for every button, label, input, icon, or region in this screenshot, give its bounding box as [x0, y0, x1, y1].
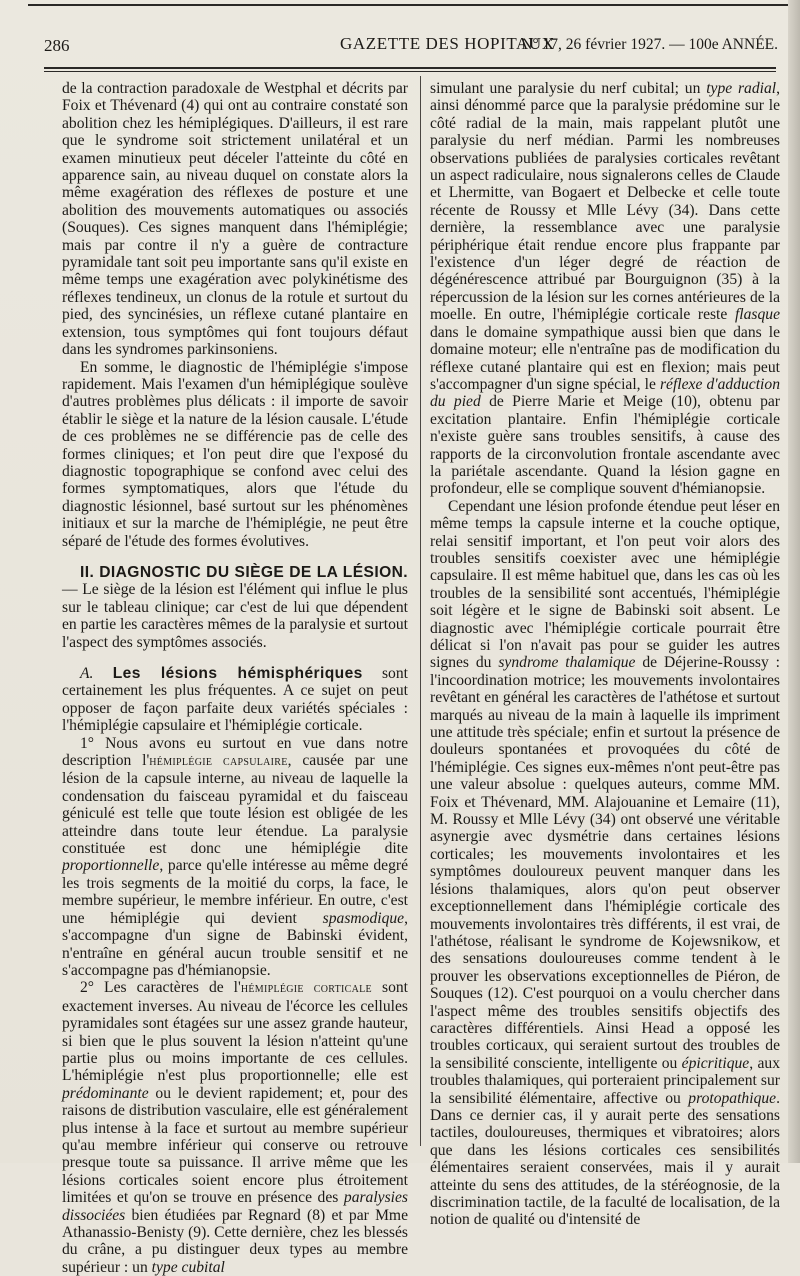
page-number: 286	[44, 36, 70, 55]
text-run: de Déjerine-Roussy : l'incoordination motrice; les mouvements involontaires revêtant en général les caractères de l'athétose et surtout marqués au niveau de la main à laquelle ils impriment une attitude très spéciale; enfin et surtout la présence de douleurs spontanées et provoquées du côté de l'hémiplégie. Ces signes eux-mêmes n'ont peut-être pas une valeur absolue : quelques auteurs, comme MM. Foix et Thévenard, MM. Alajouanine et Lemaire (11), M. Roussy et Mlle Lévy (34) ont observé une véritable asynergie avec dysmétrie dans certaines lésions corticales; les mouvements involontaires et les symptômes douloureux peuvent manquer dans les lésions thalamiques, alors qu'on peut observer exceptionnellement dans l'hémiplégie corticale des mouvements involontaires très différents, il est vrai, de l'athétose, réalisant le syndrome de Kojewsnikow, et des sensations douloureuses comme tendent à le prouver les observations exceptionnelles de Piéron, de Souques (12). C'est pourquoi on a voulu chercher dans l'aspect même des troubles sensitifs objectifs des caractères différentiels. Ainsi Head a opposé les troubles corticaux, qui seraient surtout des troubles de la sensibilité consciente, intelligente ou	[430, 654, 780, 1072]
header-rule	[44, 67, 776, 69]
text-run: Cependant une lésion profonde étendue peut léser en même temps la capsule interne et la couche optique, relai sensitif important, et l'on peut voir alors des troubles sensitifs coexister avec une hémiplégie capsulaire. Il est même habituel que, dans les cas où les troubles de la sensibilité sont accentués, l'hémiplégie soit légère et le signe de Babinski soit absent. Le diagnostic avec l'hémiplégie corticale pourrait être délicat si l'on n'avait pas pour se guider les autres signes du	[430, 497, 780, 672]
top-border-rule	[28, 4, 794, 6]
text-run: sont exactement inverses. Au niveau de l'écorce les cellules pyramidales sont étagées sur une assez grande hauteur, si bien que le plus souvent la lésion n'atteint qu'une partie plus ou moins importante de ces cellules. L'hémiplégie n'est plus proportionnelle; elle est	[62, 979, 408, 1085]
page-edge-shadow	[788, 0, 800, 1163]
italic-term: proportionnelle	[62, 857, 160, 875]
text-run: , s'accompagne d'un signe de Babinski évident, n'entraîne en général aucun trouble sensitif et ne s'accompagne pas d'hémianopsie.	[62, 909, 408, 979]
paragraph: En somme, le diagnostic de l'hémiplégie s'impose rapidement. Mais l'examen d'un hémiplégique soulève d'autres problèmes plus délicats : il importe de savoir établir le siège et la nature de la lésion causale. L'étude de ces problèmes ne se différencie pas de celle des formes cliniques; et l'on peut dire que l'exposé du diagnostic topographique se confond avec celui des formes symptomatiques, alors que l'étude du diagnostic lésionnel, basé surtout sur les phénomènes initiaux et sur la marche de l'hémiplégie, ne peut être séparé de l'étude des formes évolutives.	[62, 358, 408, 550]
text-run: , causée par une lésion de la capsule interne, au niveau de laquelle la condensation du faisceau pyramidal et du faisceau géniculé est telle que toute lésion est obligée de les atteindre dans toute leur étendue. La paralysie constituée est donc une hémiplégie dite	[62, 752, 408, 858]
item-label: A.	[80, 665, 94, 682]
small-caps-term: hémiplégie corticale	[240, 981, 372, 997]
text-run: , ainsi dénommé parce que la paralysie prédomine sur le côté radial de la main, mais rappelant plutôt une paralysie du nerf médian. Parmi les nombreuses observations publiées de paralysies corticales revêtant un aspect radiculaire, nous signalerons celles de Claude et Lhermitte, van Bogaert et Delbecke et celle toute récente de Roussy et Mlle Lévy (34). Dans cette dernière, la ressemblance avec une paralysie périphérique était rendue encore plus frappante par l'existence d'un léger degré de réaction de dégénérescence attribué par Bourguignon (35) à la répercussion de la lésion sur les cornes antérieures de la moelle. En outre, l'hémiplégie corticale reste	[430, 80, 780, 324]
section-heading: II. DIAGNOSTIC DU SIÈGE DE LA LÉSION.	[80, 563, 408, 581]
journal-title: GAZETTE DES HOPITAUX	[340, 34, 555, 53]
italic-term: type radial	[706, 80, 777, 97]
italic-term: type cubital	[151, 1258, 225, 1276]
italic-term: flasque	[734, 306, 780, 324]
italic-term: épicritique	[681, 1054, 750, 1072]
text-run: ou le devient rapidement; et, pour des raisons de distribution vasculaire, elle est généralement plus intense à la face et surtout au membre supérieur qu'au membre inférieur qui conserve ou retrouve presque toute sa puissance. Il arrive même que les lésions corticales soient encore plus étroitement limitées et qu'on se trouve en présence des	[62, 1084, 408, 1207]
section-text: — Le siège de la lésion est l'élément qui influe le plus sur le tableau clinique; car c'est de lui que dépendent en partie les caractères mêmes de la paralysie et surtout l'aspect des symptômes associés.	[62, 581, 408, 651]
text-run: 2° Les caractères de l'	[80, 979, 241, 997]
text-run: simulant une paralysie du nerf cubital; un	[430, 80, 707, 97]
text-run: , aux troubles thalamiques, qui porteraient principalement sur la sensibilité élémentaire, affective ou	[430, 1054, 780, 1107]
small-caps-term: hémiplégie capsulaire	[149, 754, 288, 770]
left-column	[62, 80, 408, 1276]
text-run: dans le domaine sympathique aussi bien que dans le domaine moteur; elle n'entraîne pas de modification du réflexe cutané plantaire qui est en flexion; mais peut s'accompagner d'un signe spécial, le	[430, 323, 780, 393]
paragraph	[430, 80, 780, 498]
paragraph-text: sont certainement les plus fréquentes. A ce sujet on peut opposer de façon parfaite deux variétés spéciales : l'hémiplégie capsulaire et l'hémiplégie corticale.	[62, 665, 408, 735]
column-divider	[420, 76, 421, 1146]
header-rule-thin	[44, 71, 776, 72]
italic-term: spasmodique	[322, 909, 405, 927]
text-run: 1° Nous avons eu surtout en vue dans notre description l'	[62, 734, 408, 770]
text-run: bien étudiées par Regnard (8) et par Mme Athanassio-Benisty (9). Cette dernière, chez les blessés du crâne, a pu distinguer deux types au membre supérieur : un	[62, 1206, 408, 1276]
italic-term: protopathique	[688, 1089, 777, 1107]
italic-term: réflexe d'adduction du pied	[430, 375, 780, 411]
paragraph-1	[62, 735, 408, 980]
bold-term: Les lésions hémisphériques	[112, 665, 363, 682]
section-paragraph	[62, 564, 408, 651]
text-run: . Dans ce dernier cas, il y aurait perte des sensations tactiles, douloureuses, thermiques et vibratoires; alors que dans les lésions corticales ces sensibilités élémentaires seraient conservées, mais il y aurait atteinte du sens des attitudes, de la stéréognosie, de la discrimination tactile, de la faculté de localisation, de la notion de qualité ou d'intensité de	[430, 1089, 780, 1229]
text-run: , parce qu'elle intéresse au même degré les trois segments de la moitié du corps, la face, le membre supérieur, le membre inférieur. En outre, c'est une hémiplégie qui devient	[62, 857, 408, 927]
paragraph	[430, 498, 780, 1229]
right-column	[430, 80, 780, 1229]
issue-info: N° 17, 26 février 1927. — 100e ANNÉE.	[521, 36, 778, 53]
italic-term: prédominante	[62, 1084, 149, 1102]
text-run: de Pierre Marie et Meige (10), obtenu par excitation plantaire. Enfin l'hémiplégie corticale n'existe guère sans troubles sensitifs, à cause des rapports de la circonvolution frontale ascendante avec la pariétale ascendante. Quand la lésion gagne en profondeur, elle se complique souvent d'hémianopsie.	[430, 393, 780, 498]
page-header	[44, 30, 778, 64]
italic-term: paralysies dissociées	[62, 1189, 408, 1224]
paragraph-2	[62, 979, 408, 1276]
paragraph: de la contraction paradoxale de Westphal et décrits par Foix et Thévenard (4) qui ont au contraire constaté son abolition chez les hémiplégiques. D'ailleurs, il est rare que le syndrome soit strictement unilatéral et un examen minutieux peut déceler l'atteinte du côté en apparence sain, au niveau duquel on constate alors la même exagération des réflexes de posture et une abolition des mouvements automatiques ou associés (Souques). Ces signes manquent dans l'hémiplégie; mais par contre il n'y a guère de contracture pyramidale tant soit peu importante sans qu'il existe en même temps une exagération avec polykinétisme des réflexes tendineux, un clonus de la rotule et surtout du pied, des syncinésies, un réflexe cutané plantaire en extension, tous symptômes qui font toujours défaut dans les syndromes parkinsoniens.	[62, 80, 408, 359]
italic-term: syndrome thalamique	[498, 654, 636, 672]
paragraph-a	[62, 665, 408, 735]
